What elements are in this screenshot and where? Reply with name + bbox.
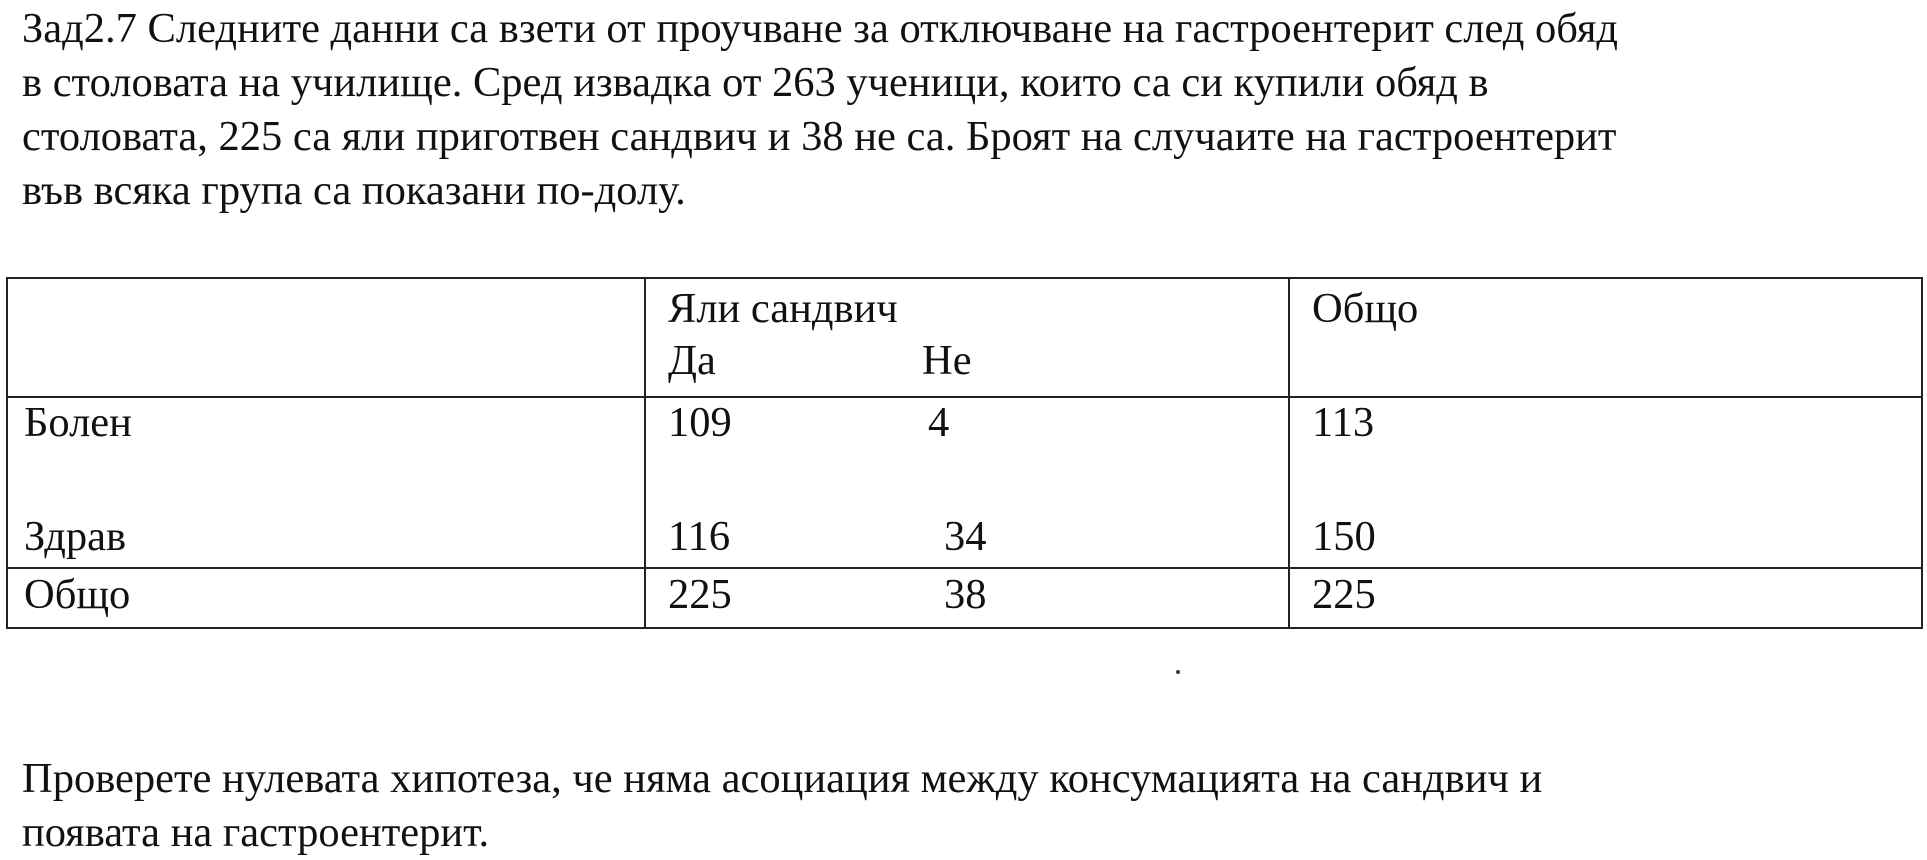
row-healthy-label: Здрав [24, 513, 127, 560]
problem-line-4: във всяка група са показани по-долу. [22, 167, 686, 214]
hypothesis-line-2: появата на гастроентерит. [22, 809, 490, 856]
row-sick-no: 4 [928, 399, 950, 446]
total-row-divider [8, 567, 1921, 569]
row-healthy-yes: 116 [668, 513, 731, 560]
row-sick-yes: 109 [668, 399, 732, 446]
row-sick-total: 113 [1312, 399, 1375, 446]
contingency-table [6, 277, 1923, 629]
column-divider-2 [1288, 279, 1290, 627]
row-sick-label: Болен [24, 399, 132, 446]
hypothesis-line-1: Проверете нулевата хипотеза, че няма асоциация между консумацията на сандвич и [22, 755, 1543, 802]
row-total-label: Общо [24, 571, 131, 618]
problem-line-1: Зад2.7 Следните данни са взети от проучване за отключване на гастроентерит след обяд [22, 5, 1619, 52]
row-total-no: 38 [944, 571, 987, 618]
header-total: Общо [1312, 285, 1419, 332]
row-total-yes: 225 [668, 571, 732, 618]
header-no: Не [922, 337, 972, 384]
hypothesis-statement [22, 752, 1542, 860]
scan-speck [1176, 670, 1180, 674]
header-divider [8, 396, 1921, 398]
row-healthy-no: 34 [944, 513, 987, 560]
header-ate-sandwich: Яли сандвич [668, 285, 898, 332]
problem-line-2: в столовата на училище. Сред извадка от 263 ученици, които са си купили обяд в [22, 59, 1489, 106]
header-yes: Да [668, 337, 716, 384]
problem-statement [22, 2, 1922, 218]
column-divider-1 [644, 279, 646, 627]
row-total-total: 225 [1312, 571, 1376, 618]
row-healthy-total: 150 [1312, 513, 1376, 560]
problem-line-3: столовата, 225 са яли приготвен сандвич и 38 не са. Броят на случаите на гастроентерит [22, 113, 1617, 160]
